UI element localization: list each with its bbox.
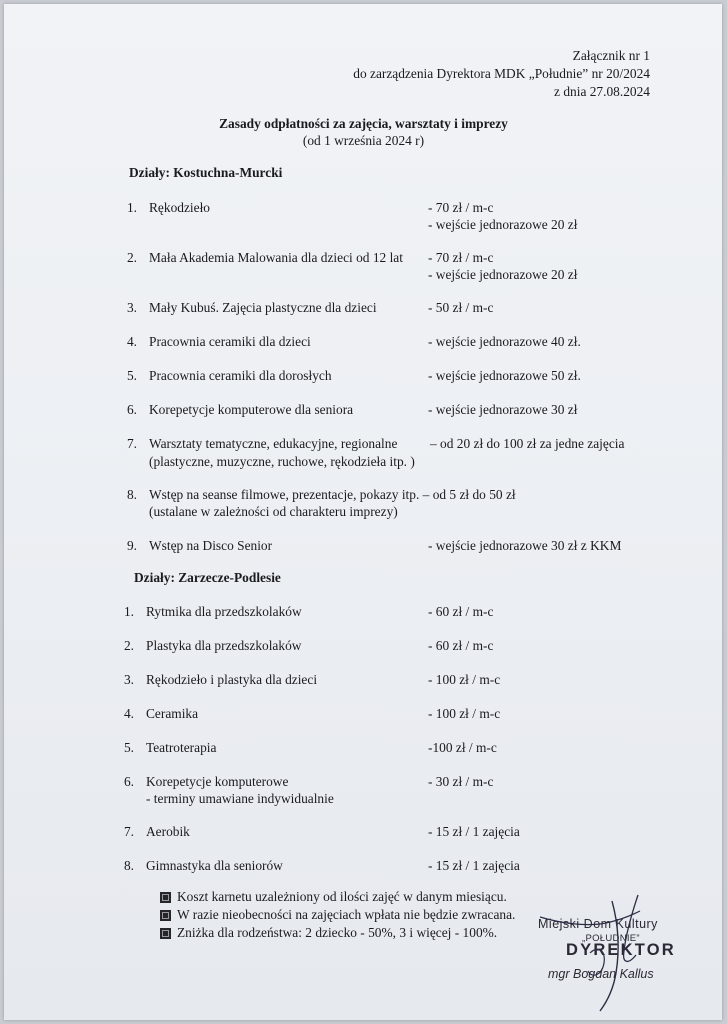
item-price: - wejście jednorazowe 30 zł z KKM [428,538,622,553]
document-subtitle: (od 1 września 2024 r) [302,133,425,148]
item-name: Plastyka dla przedszkolaków [146,638,302,653]
item-number: 9. [126,538,137,553]
item-price: – od 20 zł do 100 zł za jedne zajęcia [430,436,625,451]
item-price-secondary: - wejście jednorazowe 20 zł [428,267,578,282]
item-name: Korepetycje komputerowe [146,774,289,789]
item-number: 7. [123,824,134,839]
item-name: Korepetycje komputerowe dla seniora [149,402,354,417]
item-number: 4. [126,334,137,349]
item-number: 6. [126,402,137,417]
attachment-number: Załącznik nr 1 [572,48,650,63]
item-name: Mała Akademia Malowania dla dzieci od 12 lat [149,250,403,265]
item-name: Mały Kubuś. Zajęcia plastyczne dla dzieci [149,300,377,315]
attachment-order-reference: do zarządzenia Dyrektora MDK „Południe” nr 20/2024 [353,66,650,81]
item-number: 3. [126,300,137,315]
handwritten-signature [520,893,670,1015]
item-price: - wejście jednorazowe 40 zł. [428,334,581,349]
item-number: 7. [126,436,137,451]
item-number: 5. [123,740,134,755]
item-price: - 100 zł / m-c [428,672,501,687]
item-name: Pracownia ceramiki dla dorosłych [149,368,332,383]
item-price: - 15 zł / 1 zajęcia [428,824,520,839]
section-heading-zarzecze-podlesie: Działy: Zarzecze-Podlesie [134,570,281,585]
stamp-institution-name: „POŁUDNIE” [582,933,640,944]
item-price: - 100 zł / m-c [428,706,501,721]
item-price: - wejście jednorazowe 30 zł [428,402,578,417]
item-number: 4. [123,706,134,721]
note-item: W razie nieobecności na zajęciach wpłata nie będzie zwracana. [177,907,516,922]
stamp-institution: Miejski Dom Kultury [538,917,658,931]
item-name: Warsztaty tematyczne, edukacyjne, regionalne [149,436,398,451]
document-title: Zasady odpłatności za zajęcia, warsztaty i imprezy [219,116,508,131]
square-bullet-icon [160,892,171,903]
item-name: Ceramika [146,706,199,721]
item-name: Wstęp na Disco Senior [149,538,273,553]
note-item: Zniżka dla rodzeństwa: 2 dziecko - 50%, 3 i więcej - 100%. [177,925,498,940]
item-price: - 70 zł / m-c [428,250,494,265]
item-name: Pracownia ceramiki dla dzieci [149,334,311,349]
square-bullet-icon [160,910,171,921]
item-number: 2. [123,638,134,653]
item-number: 3. [123,672,134,687]
item-price: - 50 zł / m-c [428,300,494,315]
item-number: 5. [126,368,137,383]
item-name: Teatroterapia [146,740,217,755]
item-price-secondary: - wejście jednorazowe 20 zł [428,217,578,232]
stamp-director-name: mgr Bogdan Kallus [548,967,654,981]
item-number: 8. [126,487,137,502]
item-name: Gimnastyka dla seniorów [146,858,283,873]
item-name-secondary: (ustalane w zależności od charakteru imprezy) [149,504,398,519]
item-name: Rękodzieło [149,200,210,215]
item-number: 6. [123,774,134,789]
item-price: - 70 zł / m-c [428,200,494,215]
item-name-secondary: (plastyczne, muzyczne, ruchowe, rękodzieła itp. ) [149,454,415,469]
attachment-date: z dnia 27.08.2024 [554,84,650,99]
note-item: Koszt karnetu uzależniony od ilości zajęć w danym miesiącu. [177,889,507,904]
item-name: Rytmika dla przedszkolaków [146,604,302,619]
item-number: 1. [123,604,134,619]
item-name: Rękodzieło i plastyka dla dzieci [146,672,318,687]
item-number: 1. [126,200,137,215]
section-heading-kostuchna-murcki: Działy: Kostuchna-Murcki [129,165,283,180]
item-price: - 15 zł / 1 zajęcia [428,858,520,873]
item-price: - 60 zł / m-c [428,604,494,619]
item-price: - 60 zł / m-c [428,638,494,653]
item-price: - 30 zł / m-c [428,774,494,789]
item-number: 2. [126,250,137,265]
item-name: Aerobik [146,824,190,839]
square-bullet-icon [160,928,171,939]
item-name-secondary: - terminy umawiane indywidualnie [146,791,334,806]
item-number: 8. [123,858,134,873]
item-price: -100 zł / m-c [428,740,497,755]
item-price: - wejście jednorazowe 50 zł. [428,368,581,383]
item-name: Wstęp na seanse filmowe, prezentacje, pokazy itp. – od 5 zł do 50 zł [149,487,516,502]
stamp-title: DYREKTOR [566,941,676,959]
